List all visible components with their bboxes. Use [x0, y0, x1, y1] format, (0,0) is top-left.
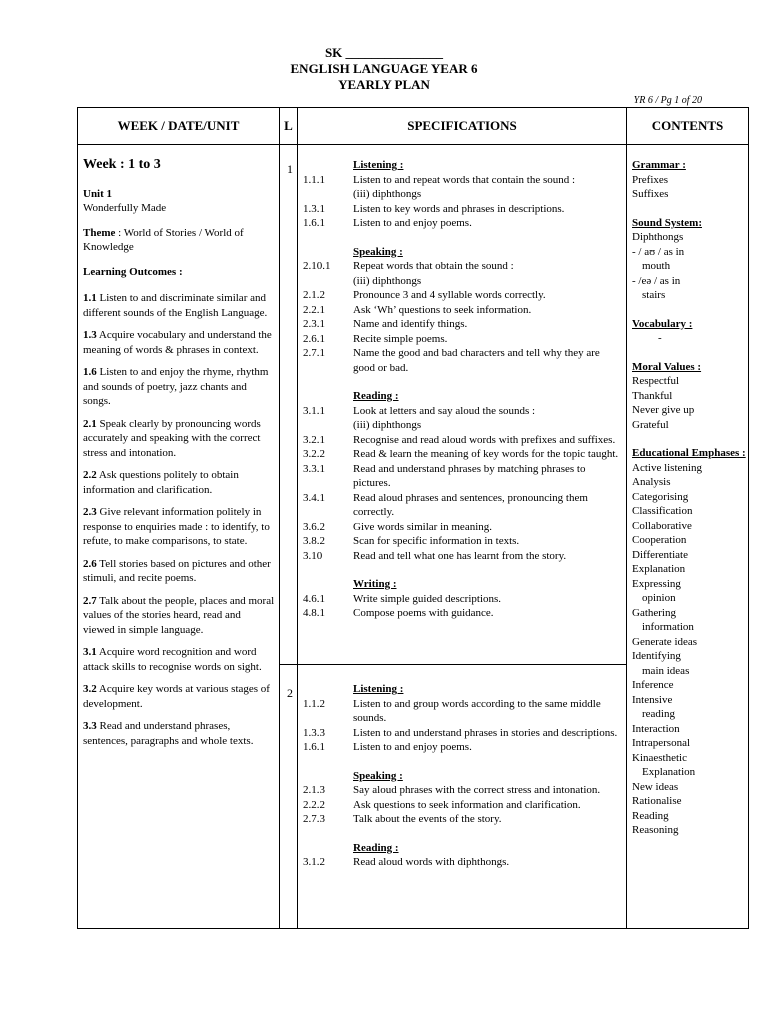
specification-text: Write simple guided descriptions. [353, 592, 502, 605]
contents-column [632, 158, 747, 852]
week-column [83, 158, 275, 756]
specification-item [303, 173, 623, 188]
specification-text: Read & learn the meaning of key words for the topic taught. [353, 448, 619, 460]
specification-text: Listen to and enjoy poems. [353, 741, 472, 753]
contents-item: Reasoning [632, 824, 679, 836]
specification-item [303, 274, 623, 289]
specification-text: Listen to and repeat words that contain the sound : [353, 173, 576, 186]
contents-item: Never give up [632, 404, 695, 416]
specification-code: 3.10 [303, 549, 323, 562]
specification-text: Ask ‘Wh’ questions to seek information. [353, 303, 532, 316]
specification-item [303, 783, 623, 798]
specification-text: Read aloud phrases and sentences, pronouncing them correctly. [353, 491, 588, 518]
contents-item: - /eə / as in [632, 274, 681, 287]
specification-text: Listen to and understand phrases in stories and descriptions. [353, 726, 618, 739]
contents-item: Categorising [632, 490, 689, 503]
specification-code: 2.10.1 [303, 260, 331, 272]
specification-text: Name the good and bad characters and tell why they are good or bad. [353, 347, 600, 374]
specification-code: 4.6.1 [303, 592, 325, 605]
specification-code: 2.7.1 [303, 347, 325, 359]
contents-group-sound [632, 216, 747, 303]
contents-item: mouth [642, 260, 671, 272]
specification-item [303, 592, 623, 607]
specification-item [303, 332, 623, 347]
outcome-code: 2.7 [83, 594, 97, 607]
contents-group-grammar [632, 158, 747, 202]
contents-group-title: Vocabulary : [632, 317, 693, 330]
specification-item [303, 303, 623, 318]
specification-text: Talk about the events of the story. [353, 813, 502, 825]
lesson-number: 2 [287, 686, 293, 700]
header-specifications: SPECIFICATIONS [407, 118, 517, 133]
specification-text: Listen to key words and phrases in descriptions. [353, 202, 565, 215]
contents-group-moral [632, 360, 747, 433]
specification-code: 3.1.2 [303, 856, 325, 868]
specification-text: Recite simple poems. [353, 332, 448, 345]
specification-code: 2.6.1 [303, 332, 325, 345]
specification-text: Look at letters and say aloud the sounds : [353, 404, 536, 417]
column-divider [297, 107, 298, 929]
specification-item [303, 404, 623, 419]
document-subtitle: YEARLY PLAN [338, 77, 430, 92]
specification-code: 2.1.3 [303, 784, 325, 796]
header-week: WEEK / DATE/UNIT [117, 118, 240, 133]
outcome-text: Give relevant information politely in response to enquiries made : to identify, to refute, to make comparisons, to state. [83, 506, 270, 547]
specification-code: 1.6.1 [303, 217, 325, 229]
contents-item: Active listening [632, 461, 702, 474]
skill-section [303, 682, 623, 755]
contents-item: Classification [632, 505, 693, 517]
contents-item: main ideas [642, 664, 690, 677]
specification-code: 1.3.3 [303, 726, 325, 739]
skill-section-title: Writing : [353, 578, 397, 590]
outcome-code: 2.3 [83, 506, 97, 518]
contents-item: Suffixes [632, 188, 669, 200]
skill-section-title: Reading : [353, 390, 399, 402]
specification-code: 3.2.2 [303, 448, 325, 460]
specification-code: 1.6.1 [303, 741, 325, 753]
specification-code: 3.2.1 [303, 433, 325, 446]
specification-text: Ask questions to seek information and clarification. [353, 798, 581, 811]
specification-item [303, 855, 623, 870]
unit-number: Unit 1 [83, 187, 113, 200]
contents-item: Generate ideas [632, 635, 698, 648]
theme-value: : World of Stories / World of Knowledge [83, 226, 244, 253]
skill-section-title: Listening : [353, 159, 404, 171]
specification-item [303, 447, 623, 462]
specification-code: 1.3.1 [303, 202, 325, 215]
lesson-number: 1 [287, 162, 293, 176]
contents-item: Analysis [632, 476, 671, 488]
outcome-text: Acquire vocabulary and understand the meaning of words & phrases in context. [83, 329, 272, 356]
specification-code: 1.1.1 [303, 173, 325, 186]
learning-outcome [83, 417, 275, 461]
contents-group-vocab [632, 317, 747, 346]
contents-item: Explanation [632, 563, 686, 575]
specification-item [303, 798, 623, 813]
contents-item: Respectful [632, 375, 680, 387]
contents-item: Differentiate [632, 548, 688, 561]
learning-outcome [83, 682, 275, 711]
contents-item: Diphthongs [632, 231, 684, 243]
specification-text: Repeat words that obtain the sound : [353, 260, 514, 272]
specification-code: 2.2.2 [303, 798, 325, 811]
contents-group-title: Moral Values : [632, 360, 702, 373]
specification-text: Read aloud words with diphthongs. [353, 856, 510, 868]
contents-item: Rationalise [632, 795, 682, 807]
specification-text: Give words similar in meaning. [353, 520, 493, 533]
contents-item: information [642, 621, 694, 633]
specification-item [303, 216, 623, 231]
contents-item: Thankful [632, 389, 673, 402]
outcome-text: Read and understand phrases, sentences, paragraphs and whole texts. [83, 720, 254, 747]
specification-text: (iii) diphthongs [353, 188, 422, 200]
learning-outcome [83, 505, 275, 549]
learning-outcome [83, 468, 275, 497]
skill-section-title: Speaking : [353, 245, 403, 258]
skill-section-title: Listening : [353, 683, 404, 695]
specification-item [303, 549, 623, 564]
contents-item: Reading [632, 809, 669, 822]
contents-item: Expressing [632, 577, 681, 590]
specification-text: (iii) diphthongs [353, 274, 422, 287]
outcome-text: Listen to and discriminate similar and different sounds of the English Language. [83, 292, 268, 319]
learning-outcomes-label: Learning Outcomes : [83, 265, 183, 278]
specification-code: 3.8.2 [303, 535, 325, 547]
outcome-code: 3.1 [83, 646, 97, 658]
learning-outcome [83, 365, 275, 409]
specification-text: Scan for specific information in texts. [353, 535, 520, 547]
specification-item [303, 418, 623, 433]
specification-text: Name and identify things. [353, 318, 468, 330]
outcome-text: Tell stories based on pictures and other stimuli, and recite poems. [83, 557, 271, 584]
specification-code: 3.3.1 [303, 462, 325, 475]
specification-code: 2.2.1 [303, 303, 325, 316]
specification-item [303, 288, 623, 303]
lesson-1-specifications [303, 158, 623, 635]
page-number: YR 6 / Pg 1 of 20 [633, 95, 702, 106]
header-row-divider [77, 144, 749, 145]
outcome-code: 3.2 [83, 683, 97, 695]
contents-item: Kinaesthetic [632, 751, 687, 764]
outcome-code: 2.1 [83, 417, 97, 430]
learning-outcome [83, 645, 275, 674]
contents-item: stairs [642, 289, 666, 301]
contents-item: Explanation [642, 766, 696, 778]
skill-section-title: Speaking : [353, 769, 403, 782]
learning-outcome [83, 557, 275, 586]
header-contents: CONTENTS [651, 118, 724, 133]
specification-text: Read and tell what one has learnt from the story. [353, 549, 567, 562]
specification-item [303, 259, 623, 274]
contents-item: New ideas [632, 780, 679, 793]
learning-outcome [83, 328, 275, 357]
skill-section [303, 769, 623, 827]
specification-text: Listen to and group words according to the same middle sounds. [353, 697, 601, 724]
column-divider [279, 107, 280, 929]
skill-section-title: Reading : [353, 841, 399, 854]
specification-item [303, 812, 623, 827]
specification-text: Compose poems with guidance. [353, 607, 494, 619]
outcome-text: Listen to and enjoy the rhyme, rhythm and sounds of poetry, jazz chants and songs. [83, 366, 269, 407]
outcome-code: 1.6 [83, 366, 97, 378]
column-divider [626, 107, 627, 929]
specification-item [303, 462, 623, 491]
contents-item: Inference [632, 679, 674, 691]
specification-item [303, 534, 623, 549]
contents-item: Intrapersonal [632, 737, 691, 749]
specification-item [303, 726, 623, 741]
school-name: SK _______________ [324, 45, 444, 60]
specification-item [303, 187, 623, 202]
contents-group-title: Educational Emphases : [632, 447, 746, 459]
specification-item [303, 520, 623, 535]
document-title: ENGLISH LANGUAGE YEAR 6 [290, 61, 478, 76]
contents-item: Identifying [632, 650, 681, 662]
specification-code: 3.6.2 [303, 520, 325, 533]
outcome-text: Talk about the people, places and moral values of the stories heard, read and viewed in simple language. [83, 594, 275, 636]
skill-section [303, 841, 623, 870]
contents-item: Grateful [632, 418, 669, 431]
specification-code [303, 418, 353, 433]
specification-item [303, 606, 623, 621]
learning-outcome [83, 594, 275, 638]
skill-section [303, 577, 623, 621]
contents-group-edu [632, 446, 747, 838]
specification-text: (iii) diphthongs [353, 419, 422, 431]
contents-item: - [658, 332, 662, 344]
lesson-divider [279, 664, 626, 665]
outcome-text: Speak clearly by pronouncing words accurately and speaking with the correct stress and intonation. [83, 417, 261, 459]
specification-code [303, 187, 353, 202]
unit-name: Wonderfully Made [83, 202, 167, 214]
specification-code: 2.3.1 [303, 318, 325, 330]
specification-text: Recognise and read aloud words with prefixes and suffixes. [353, 433, 616, 446]
header-lesson: L [284, 118, 293, 133]
specification-item [303, 317, 623, 332]
specification-item [303, 740, 623, 755]
specification-item [303, 433, 623, 448]
outcome-text: Acquire word recognition and word attack skills to recognise words on sight. [83, 646, 262, 673]
contents-item: opinion [642, 592, 676, 604]
specification-code: 2.1.2 [303, 289, 325, 301]
contents-item: Prefixes [632, 173, 669, 186]
lesson-2-specifications [303, 682, 623, 884]
contents-item: Collaborative [632, 519, 692, 532]
specification-text: Read and understand phrases by matching phrases to pictures. [353, 462, 586, 489]
outcome-code: 3.3 [83, 720, 97, 732]
learning-outcome [83, 719, 275, 748]
outcome-code: 1.3 [83, 329, 97, 341]
specification-item [303, 491, 623, 520]
specification-item [303, 202, 623, 217]
learning-outcomes-list [83, 291, 275, 748]
outcome-code: 2.6 [83, 557, 97, 570]
theme-label: Theme [83, 226, 116, 239]
contents-item: Intensive [632, 693, 673, 706]
specification-code [303, 274, 353, 289]
contents-item: Interaction [632, 722, 680, 735]
outcome-text: Ask questions politely to obtain information and clarification. [83, 469, 239, 496]
contents-group-title: Sound System: [632, 216, 702, 229]
contents-item: - / aʊ / as in [632, 245, 685, 258]
specification-item [303, 346, 623, 375]
specification-code: 1.1.2 [303, 697, 325, 710]
specification-text: Say aloud phrases with the correct stress and intonation. [353, 784, 601, 796]
specification-code: 3.1.1 [303, 404, 325, 417]
specification-text: Listen to and enjoy poems. [353, 217, 472, 229]
contents-item: Cooperation [632, 534, 687, 546]
skill-section [303, 158, 623, 231]
outcome-text: Acquire key words at various stages of development. [83, 683, 270, 710]
specification-code: 4.8.1 [303, 607, 325, 619]
outcome-code: 1.1 [83, 292, 97, 304]
outcome-code: 2.2 [83, 469, 97, 481]
specification-code: 2.7.3 [303, 813, 325, 825]
specification-code: 3.4.1 [303, 491, 325, 504]
learning-outcome [83, 291, 275, 320]
specification-item [303, 697, 623, 726]
skill-section [303, 245, 623, 376]
skill-section [303, 389, 623, 563]
specification-text: Pronounce 3 and 4 syllable words correctly. [353, 289, 546, 301]
contents-item: Gathering [632, 606, 676, 619]
week-label: Week : 1 to 3 [83, 157, 161, 172]
contents-group-title: Grammar : [632, 159, 686, 171]
contents-item: reading [642, 708, 675, 720]
